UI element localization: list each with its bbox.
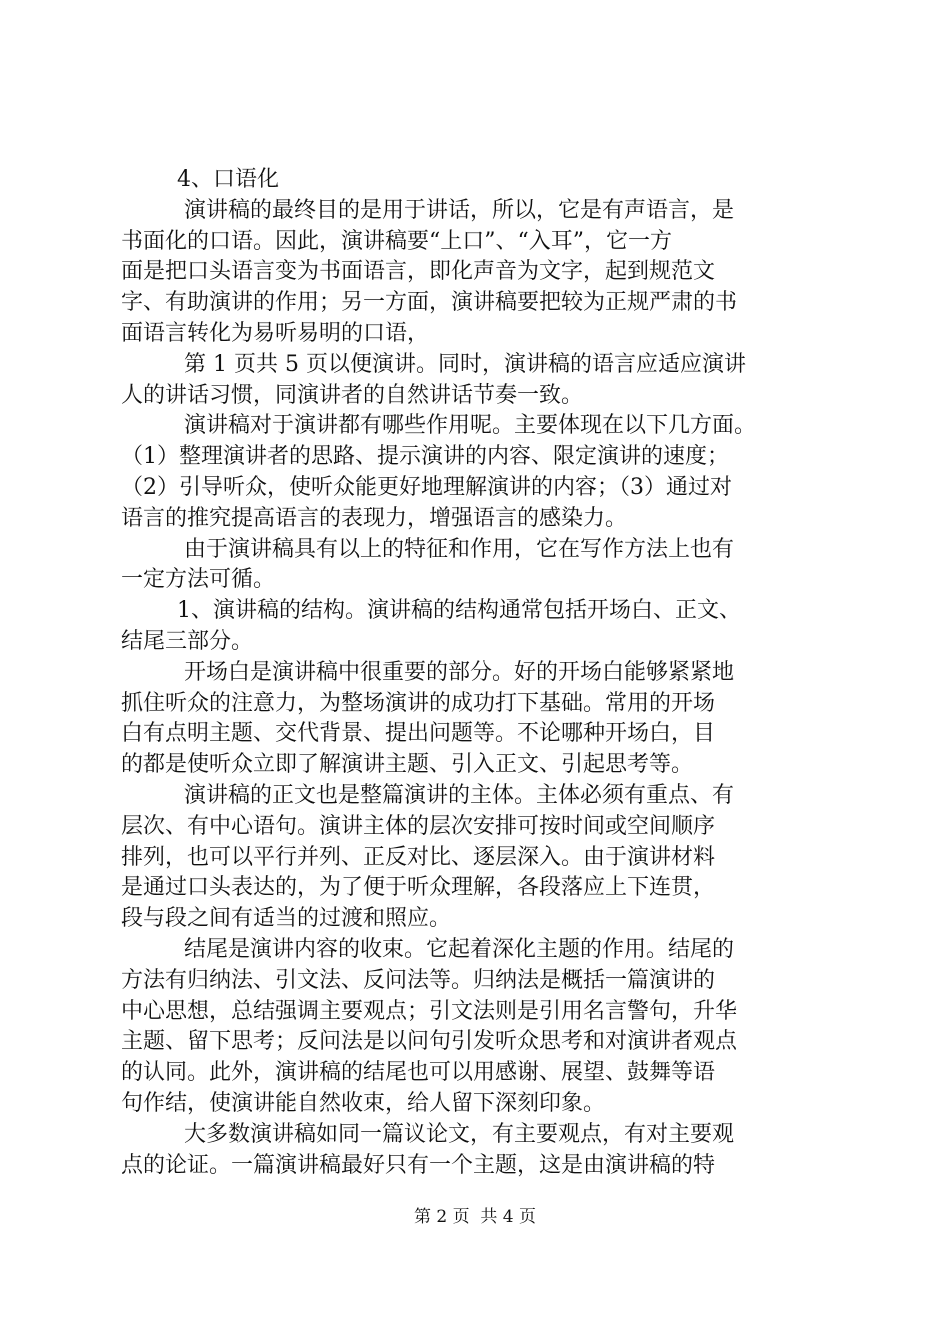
text-line: 抓住听众的注意力，为整场演讲的成功打下基础。常用的开场: [121, 690, 716, 716]
text-line: 的都是使听众立即了解演讲主题、引入正文、引起思考等。: [121, 752, 694, 778]
text-line: 句作结，使演讲能自然收束，给人留下深刻印象。: [121, 1091, 606, 1116]
page-footer: 第 2 页 共 4 页: [413, 1207, 537, 1227]
text-line: 段与段之间有适当的过渡和照应。: [121, 906, 452, 932]
text-line: 人的讲话习惯，同演讲者的自然讲话节奏一致。: [121, 382, 584, 408]
text-line: 面语言转化为易听易明的口语，: [121, 321, 430, 346]
text-line: 排列，也可以平行并列、正反对比、逐层深入。由于演讲材料: [121, 844, 716, 870]
text-line: 书面化的口语。因此，演讲稿要“上口”、“入耳”，它一方: [121, 228, 672, 254]
heading-oral-language: 4、口语化: [177, 167, 279, 192]
heading-structure: 1、演讲稿的结构。演讲稿的结构通常包括开场白、正文、: [177, 598, 741, 624]
text-line: 语言的推究提高语言的表现力，增强语言的感染力。: [121, 505, 628, 531]
text-line: 演讲稿的正文也是整篇演讲的主体。主体必须有重点、有: [184, 783, 735, 808]
text-line: 是通过口头表达的，为了便于听众理解，各段落应上下连贯，: [121, 875, 716, 901]
text-line: 的认同。此外，演讲稿的结尾也可以用感谢、展望、鼓舞等语: [121, 1060, 716, 1086]
text-line: 中心思想，总结强调主要观点；引文法则是引用名言警句，升华: [121, 998, 738, 1024]
text-line: 主题、留下思考；反问法是以问句引发听众思考和对演讲者观点: [121, 1029, 738, 1055]
text-line: 大多数演讲稿如同一篇议论文，有主要观点，有对主要观: [184, 1121, 735, 1147]
text-line: 方法有归纳法、引文法、反问法等。归纳法是概括一篇演讲的: [121, 967, 716, 993]
text-line: 层次、有中心语句。演讲主体的层次安排可按时间或空间顺序: [121, 813, 716, 839]
text-line: 第 1 页共 5 页以便演讲。同时，演讲稿的语言应适应演讲: [184, 351, 746, 377]
text-line: 结尾三部分。: [121, 629, 254, 654]
text-line: 开场白是演讲稿中很重要的部分。好的开场白能够紧紧地: [184, 659, 735, 685]
text-line: 结尾是演讲内容的收束。它起着深化主题的作用。结尾的: [184, 937, 735, 962]
text-line: （2）引导听众，使听众能更好地理解演讲的内容；（3）通过对: [121, 475, 732, 500]
text-line: 由于演讲稿具有以上的特征和作用，它在写作方法上也有: [184, 536, 735, 562]
text-line: 一定方法可循。: [121, 567, 276, 593]
text-line: （1）整理演讲者的思路、提示演讲的内容、限定演讲的速度；: [121, 444, 729, 470]
text-line: 字、有助演讲的作用；另一方面，演讲稿要把较为正规严肃的书: [121, 290, 738, 316]
text-line: 点的论证。一篇演讲稿最好只有一个主题，这是由演讲稿的特: [121, 1152, 716, 1178]
text-line: 面是把口头语言变为书面语言，即化声音为文字，起到规范文: [121, 259, 716, 285]
text-line: 白有点明主题、交代背景、提出问题等。不论哪种开场白，目: [121, 721, 716, 747]
text-line: 演讲稿的最终目的是用于讲话，所以，它是有声语言，是: [184, 197, 735, 223]
text-line: 演讲稿对于演讲都有哪些作用呢。主要体现在以下几方面。: [184, 413, 757, 439]
